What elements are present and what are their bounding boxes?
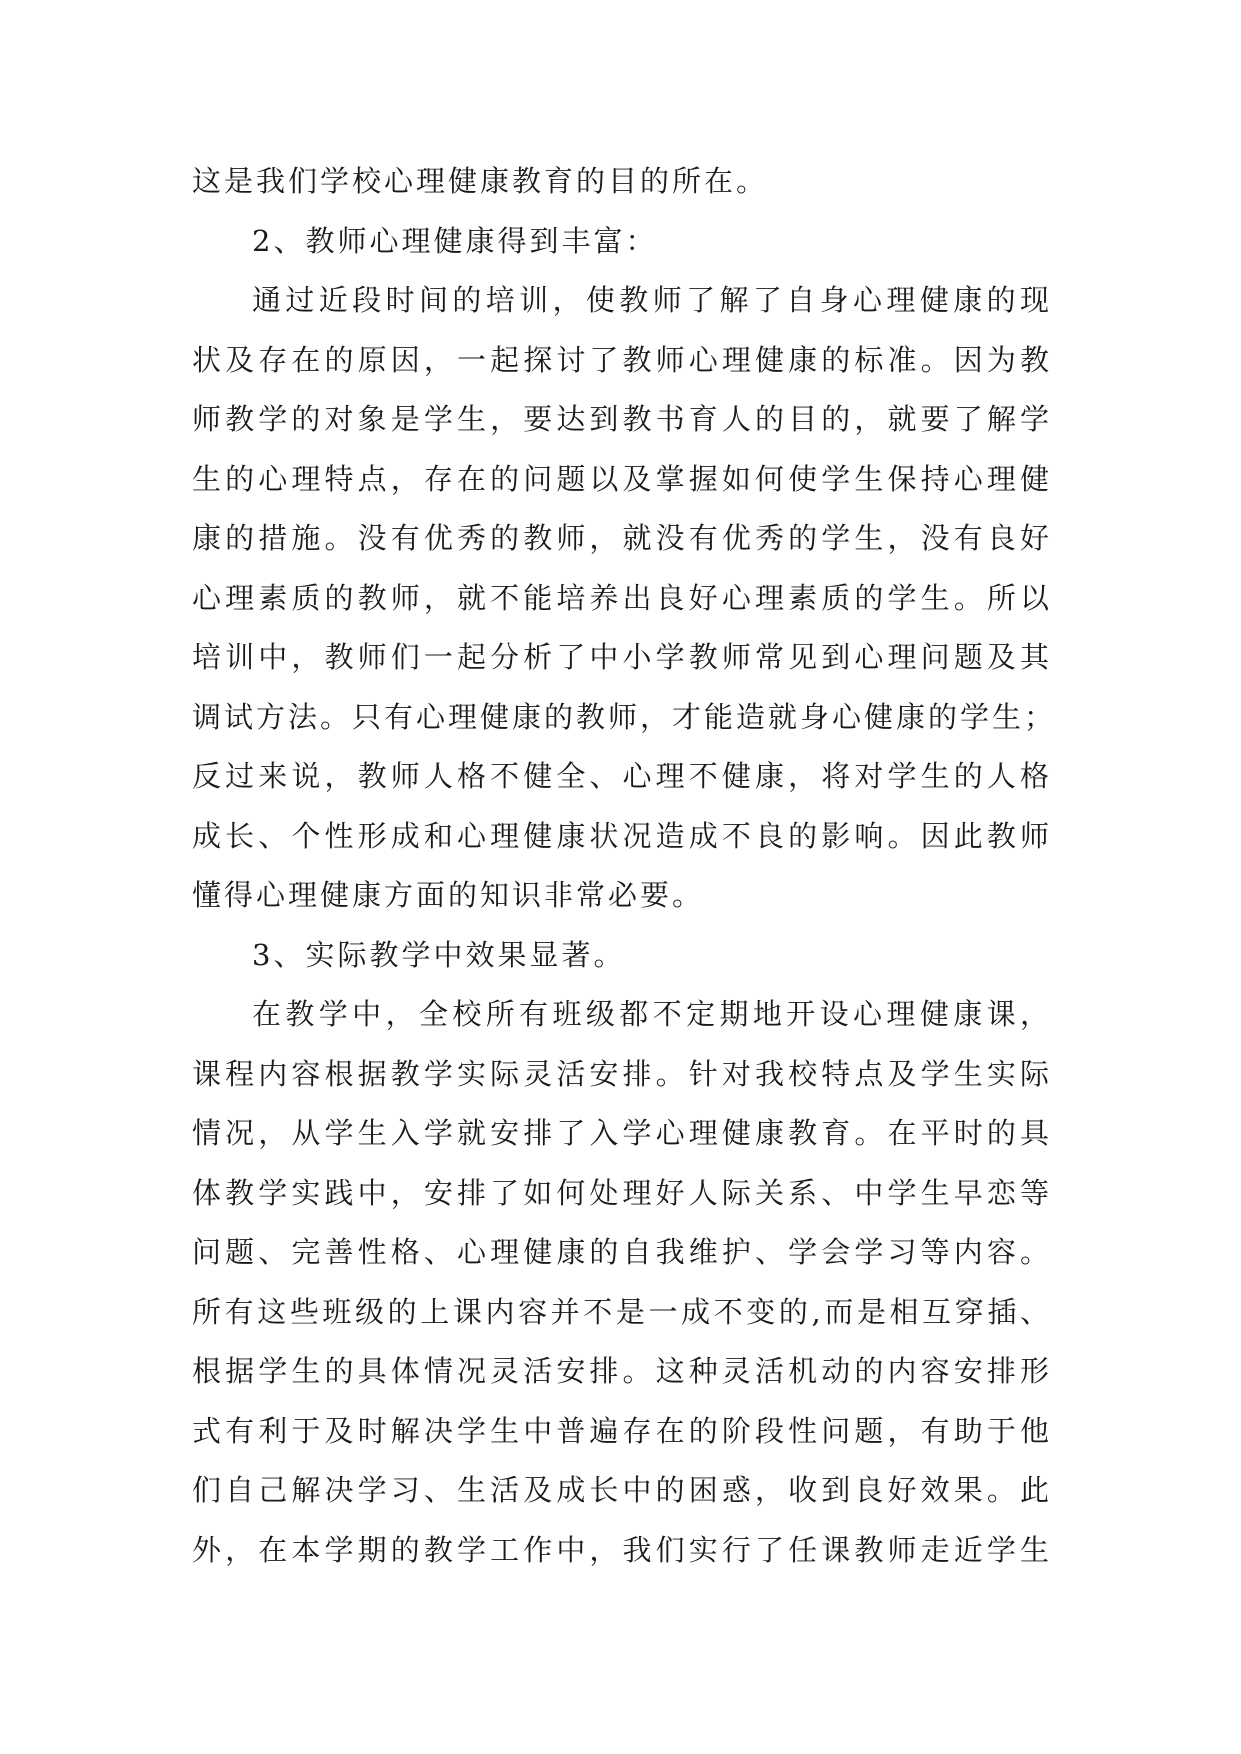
section-heading: 2、教师心理健康得到丰富： <box>252 223 658 258</box>
text-line: 懂得心理健康方面的知识非常必要。 <box>192 878 705 912</box>
text-line: 成长、个性形成和心理健康状况造成不良的影响。因此教师 <box>192 818 1052 853</box>
text-line: 反过来说，教师人格不健全、心理不健康，将对学生的人格 <box>192 759 1052 793</box>
text-line: 情况，从学生入学就安排了入学心理健康教育。在平时的具 <box>192 1116 1052 1150</box>
text-line: 状及存在的原因，一起探讨了教师心理健康的标准。因为教 <box>192 342 1052 377</box>
text-line: 心理素质的教师，就不能培养出良好心理素质的学生。所以 <box>192 580 1052 615</box>
text-line: 师教学的对象是学生，要达到教书育人的目的，就要了解学 <box>192 402 1052 436</box>
paragraph-first-line: 在教学中，全校所有班级都不定期地开设心理健康课， <box>252 997 1052 1031</box>
section-heading: 3、实际教学中效果显著。 <box>252 937 626 972</box>
text-line: 式有利于及时解决学生中普遍存在的阶段性问题，有助于他 <box>192 1413 1052 1448</box>
text-line: 培训中，教师们一起分析了中小学教师常见到心理问题及其 <box>192 640 1052 674</box>
text-line: 问题、完善性格、心理健康的自我维护、学会学习等内容。 <box>192 1235 1052 1269</box>
text-line: 根据学生的具体情况灵活安排。这种灵活机动的内容安排形 <box>192 1354 1052 1388</box>
text-line: 体教学实践中，安排了如何处理好人际关系、中学生早恋等 <box>192 1175 1052 1210</box>
text-line: 生的心理特点，存在的问题以及掌握如何使学生保持心理健 <box>192 461 1052 496</box>
text-line: 们自己解决学习、生活及成长中的困惑，收到良好效果。此 <box>192 1473 1052 1507</box>
document-body <box>192 152 1057 1580</box>
paragraph-first-line: 通过近段时间的培训，使教师了解了自身心理健康的现 <box>252 283 1052 317</box>
text-line: 课程内容根据教学实际灵活安排。针对我校特点及学生实际 <box>192 1056 1052 1091</box>
text-line: 调试方法。只有心理健康的教师，才能造就身心健康的学生； <box>192 699 1057 734</box>
text-line: 外，在本学期的教学工作中，我们实行了任课教师走近学生 <box>192 1532 1052 1567</box>
text-line: 康的措施。没有优秀的教师，就没有优秀的学生，没有良好 <box>192 521 1052 555</box>
text-line: 这是我们学校心理健康教育的目的所在。 <box>192 164 769 198</box>
text-line: 所有这些班级的上课内容并不是一成不变的,而是相互穿插、 <box>192 1294 1052 1329</box>
